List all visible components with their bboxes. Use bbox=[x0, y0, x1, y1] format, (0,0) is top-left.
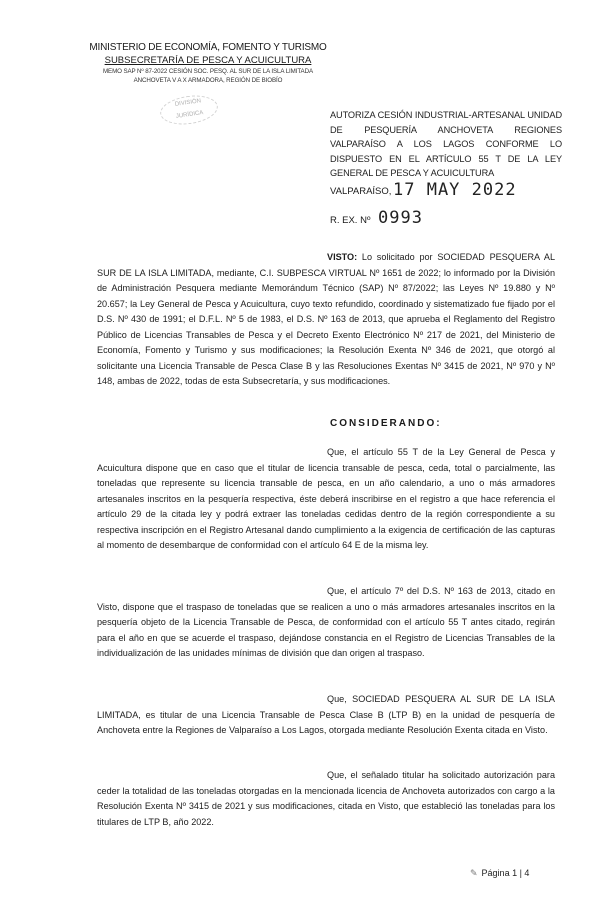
species-reference: ANCHOVETA V A X ARMADORA, REGIÓN DE BIOBÍO bbox=[133, 77, 283, 84]
ministry-name: MINISTERIO DE ECONOMÍA, FOMENTO Y TURISMO bbox=[89, 42, 327, 53]
place-label: VALPARAÍSO, bbox=[330, 186, 392, 197]
considerando-paragraph-3: Que, SOCIEDAD PESQUERA AL SUR DE LA ISLA LIMITADA, es titular de una Licencia Transable de Pesca Clase B (LTP B) en la unidad de pesquería de Anchoveta entre la Regiones de Valparaíso a Los Lagos, otorgada mediante Resolución Exenta citada en Visto. bbox=[97, 694, 555, 735]
division-stamp bbox=[158, 92, 219, 128]
undersecretariat-name: SUBSECRETARÍA DE PESCA Y ACUICULTURA bbox=[104, 55, 312, 66]
initials-mark-icon: ✎ bbox=[470, 868, 478, 878]
considerando-paragraph-4: Que, el señalado titular ha solicitado autorización para ceder la totalidad de las toneladas otorgadas en la mencionada licencia de Anchoveta autorizados con cargo a la Resolución Exenta Nº 3415 de 2021 y sus modificaciones, citada en Visto, que estableció las toneladas para los titulares de LTP B, año 2022. bbox=[97, 770, 555, 827]
considerando-paragraph-2: Que, el artículo 7º del D.S. Nº 163 de 2013, citado en Visto, dispone que el traspaso de toneladas que se realicen a uno o más armadores artesanales inscritos en la pesquería objeto de la Licencia Transable de Pesca, de conformidad con el artículo 55 T antes citado, regirán para el año en que se acuerde el traspaso, dejándose constancia en el Registro de Licencias Transables de la individualización de las unidades mínimas de división que dan origen al traspaso. bbox=[97, 586, 555, 658]
rex-label: R. EX. Nº bbox=[330, 215, 371, 226]
stamp-line-2: JURÍDICA bbox=[175, 110, 204, 120]
stamped-date: 17 MAY 2022 bbox=[393, 180, 517, 200]
considerando-heading: CONSIDERANDO: bbox=[330, 418, 442, 429]
visto-paragraph bbox=[97, 250, 555, 390]
visto-text: Lo solicitado por SOCIEDAD PESQUERA AL SUR DE LA ISLA LIMITADA, mediante, C.I. SUBPESCA VIRTUAL Nº 1651 de 2022; lo informado por la División de Administración Pesquera mediante Memorándum Técnico (SAP) Nº 87/2022; las Leyes Nº 19.880 y Nº 20.657; la Ley General de Pesca y Acuicultura, cuyo texto refundido, coordinado y sistematizado fue fijado por el D.S. Nº 430 de 1991; el D.F.L. Nº 5 de 1983, el D.S. Nº 163 de 2013, que aprueba el Reglamento del Registro Público de Licencias Transables de Pesca y el Decreto Exento Electrónico Nº 217 de 2021, del Ministerio de Economía, Fomento y Turismo y sus modificaciones; la Resolución Exenta Nº 346 de 2021, que otorgó al solicitante una Licencia Transable de Pesca Clase B y las Resoluciones Exentas Nº 3415 de 2021, Nº 970 y Nº 148, ambas de 2022, todas de esta Subsecretaría, y sus modificaciones. bbox=[97, 252, 555, 386]
memo-reference: MEMO SAP Nº 87-2022 CESIÓN SOC. PESQ. AL SUR DE LA ISLA LIMITADA bbox=[103, 68, 313, 75]
visto-lead: VISTO: bbox=[327, 252, 358, 262]
page-number bbox=[470, 868, 529, 879]
rex-number: 0993 bbox=[378, 208, 423, 228]
resolution-subject: AUTORIZA CESIÓN INDUSTRIAL-ARTESANAL UNIDAD DE PESQUERÍA ANCHOVETA REGIONES VALPARAÍSO A LOS LAGOS CONFORME LO DISPUESTO EN EL ARTÍCULO 55 T DE LA LEY GENERAL DE PESCA Y ACUICULTURA bbox=[330, 110, 562, 178]
stamp-line-1: DIVISIÓN bbox=[174, 98, 202, 108]
page-number-label: Página 1 | 4 bbox=[481, 868, 530, 878]
considerando-paragraph-1: Que, el artículo 55 T de la Ley General de Pesca y Acuicultura dispone que en caso que el titular de licencia transable de pesca, ceda, total o parcialmente, las toneladas que represente su licencia transable de pesca, en un año calendario, a uno o más armadores artesanales inscritos en la pesquería respectiva, éste deberá inscribirse en el registro a que hace referencia el artículo 29 de la citada ley y podrá extraer las toneladas cedidas dentro de la región correspondiente a su respectiva inscripción en el Registro Artesanal dando cumplimiento a la exigencia de certificación de las capturas al momento de desembarque de conformidad con el artículo 64 E de la misma ley. bbox=[97, 447, 555, 550]
letterhead bbox=[78, 42, 338, 84]
